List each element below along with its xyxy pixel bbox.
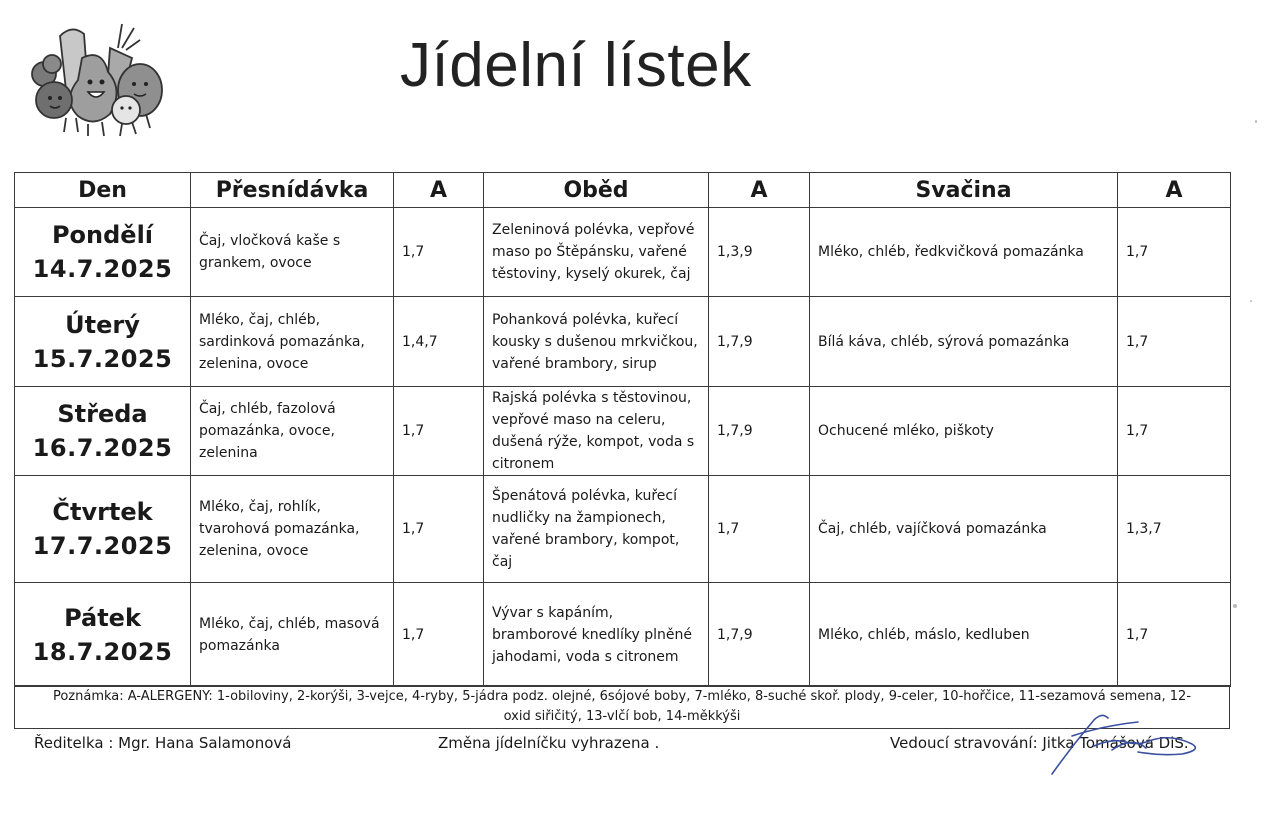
day-date: 18.7.2025: [32, 637, 173, 666]
table-row: [15, 208, 1231, 297]
header-allergens: A: [1118, 173, 1231, 208]
header-allergens: A: [709, 173, 810, 208]
allergen-cell: 1,7: [394, 476, 484, 583]
day-date: 15.7.2025: [32, 344, 173, 373]
day-date: 14.7.2025: [32, 255, 173, 283]
director-name: Ředitelka : Mgr. Hana Salamonová: [34, 734, 292, 752]
lunch-cell: Pohanková polévka, kuřecí kousky s dušenou mrkvičkou, vařené brambory, sirup: [484, 297, 709, 387]
day-cell: [15, 297, 191, 387]
scan-speck: [1233, 604, 1237, 608]
allergen-cell: 1,3,7: [1118, 476, 1231, 583]
allergen-cell: 1,7,9: [709, 583, 810, 687]
snack-am-cell: Mléko, čaj, rohlík, tvarohová pomazánka, zelenina, ovoce: [191, 476, 394, 583]
allergen-cell: 1,7: [1118, 387, 1231, 476]
allergen-cell: 1,7: [709, 476, 810, 583]
snack-pm-cell: Mléko, chléb, ředkvičková pomazánka: [810, 208, 1118, 297]
header-lunch: Oběd: [484, 173, 709, 208]
table-row: [15, 476, 1231, 583]
allergen-cell: 1,7: [1118, 297, 1231, 387]
day-date: 16.7.2025: [32, 434, 173, 462]
snack-am-cell: Čaj, vločková kaše s grankem, ovoce: [191, 208, 394, 297]
lunch-cell: Rajská polévka s těstovinou, vepřové maso na celeru, dušená rýže, kompot, voda s citronem: [484, 387, 709, 476]
snack-pm-cell: Mléko, chléb, máslo, kedluben: [810, 583, 1118, 687]
day-cell: [15, 387, 191, 476]
header-snack-pm: Svačina: [810, 173, 1118, 208]
day-cell: [15, 476, 191, 583]
table-row: [15, 583, 1231, 687]
table-row: [15, 297, 1231, 387]
page-title: Jídelní lístek: [400, 31, 752, 100]
day-name: Úterý: [65, 310, 140, 339]
allergen-cell: 1,7: [394, 208, 484, 297]
scan-speck: [1250, 300, 1252, 302]
lunch-cell: Špenátová polévka, kuřecí nudličky na žampionech, vařené brambory, kompot, čaj: [484, 476, 709, 583]
day-cell: [15, 208, 191, 297]
snack-am-cell: Čaj, chléb, fazolová pomazánka, ovoce, zelenina: [191, 387, 394, 476]
day-name: Středa: [57, 400, 148, 428]
day-name: Pátek: [64, 603, 141, 632]
handwritten-signature: [1042, 706, 1212, 778]
allergen-cell: 1,7: [1118, 208, 1231, 297]
day-date: 17.7.2025: [32, 532, 173, 560]
lunch-cell: Vývar s kapáním, bramborové knedlíky plněné jahodami, voda s citronem: [484, 583, 709, 687]
scan-speck: [1255, 120, 1257, 123]
catering-manager: Vedoucí stravování: Jitka Tomášová DiS.: [890, 734, 1189, 752]
allergen-cell: 1,7: [394, 583, 484, 687]
menu-change-notice: Změna jídelníčku vyhrazena .: [438, 734, 660, 752]
allergen-cell: 1,7: [394, 387, 484, 476]
menu-table: [14, 172, 1231, 687]
snack-am-cell: Mléko, čaj, chléb, sardinková pomazánka, zelenina, ovoce: [191, 297, 394, 387]
vegetables-cartoon-icon: [22, 18, 172, 140]
table-header-row: [15, 173, 1231, 208]
allergen-cell: 1,7,9: [709, 297, 810, 387]
day-name: Čtvrtek: [52, 498, 153, 526]
allergen-cell: 1,3,9: [709, 208, 810, 297]
lunch-cell: Zeleninová polévka, vepřové maso po Štěpánsku, vařené těstoviny, kyselý okurek, čaj: [484, 208, 709, 297]
allergen-note: Poznámka: A-ALERGENY: 1-obiloviny, 2-korýši, 3-vejce, 4-ryby, 5-jádra podz. olejné, 6sójové boby, 7-mléko, 8-suché skoř. plody, 9-celer, 10-hořčice, 11-sezamová semena, 12-oxid siřičitý, 13-vlčí bob, 14-měkkýši: [14, 685, 1230, 729]
snack-am-cell: Mléko, čaj, chléb, masová pomazánka: [191, 583, 394, 687]
allergen-cell: 1,7: [1118, 583, 1231, 687]
allergen-cell: 1,7,9: [709, 387, 810, 476]
header-day: Den: [15, 173, 191, 208]
snack-pm-cell: Bílá káva, chléb, sýrová pomazánka: [810, 297, 1118, 387]
snack-pm-cell: Čaj, chléb, vajíčková pomazánka: [810, 476, 1118, 583]
day-cell: [15, 583, 191, 687]
day-name: Pondělí: [51, 221, 154, 249]
snack-pm-cell: Ochucené mléko, piškoty: [810, 387, 1118, 476]
header-snack-am: Přesnídávka: [191, 173, 394, 208]
header-allergens: A: [394, 173, 484, 208]
table-row: [15, 387, 1231, 476]
allergen-cell: 1,4,7: [394, 297, 484, 387]
